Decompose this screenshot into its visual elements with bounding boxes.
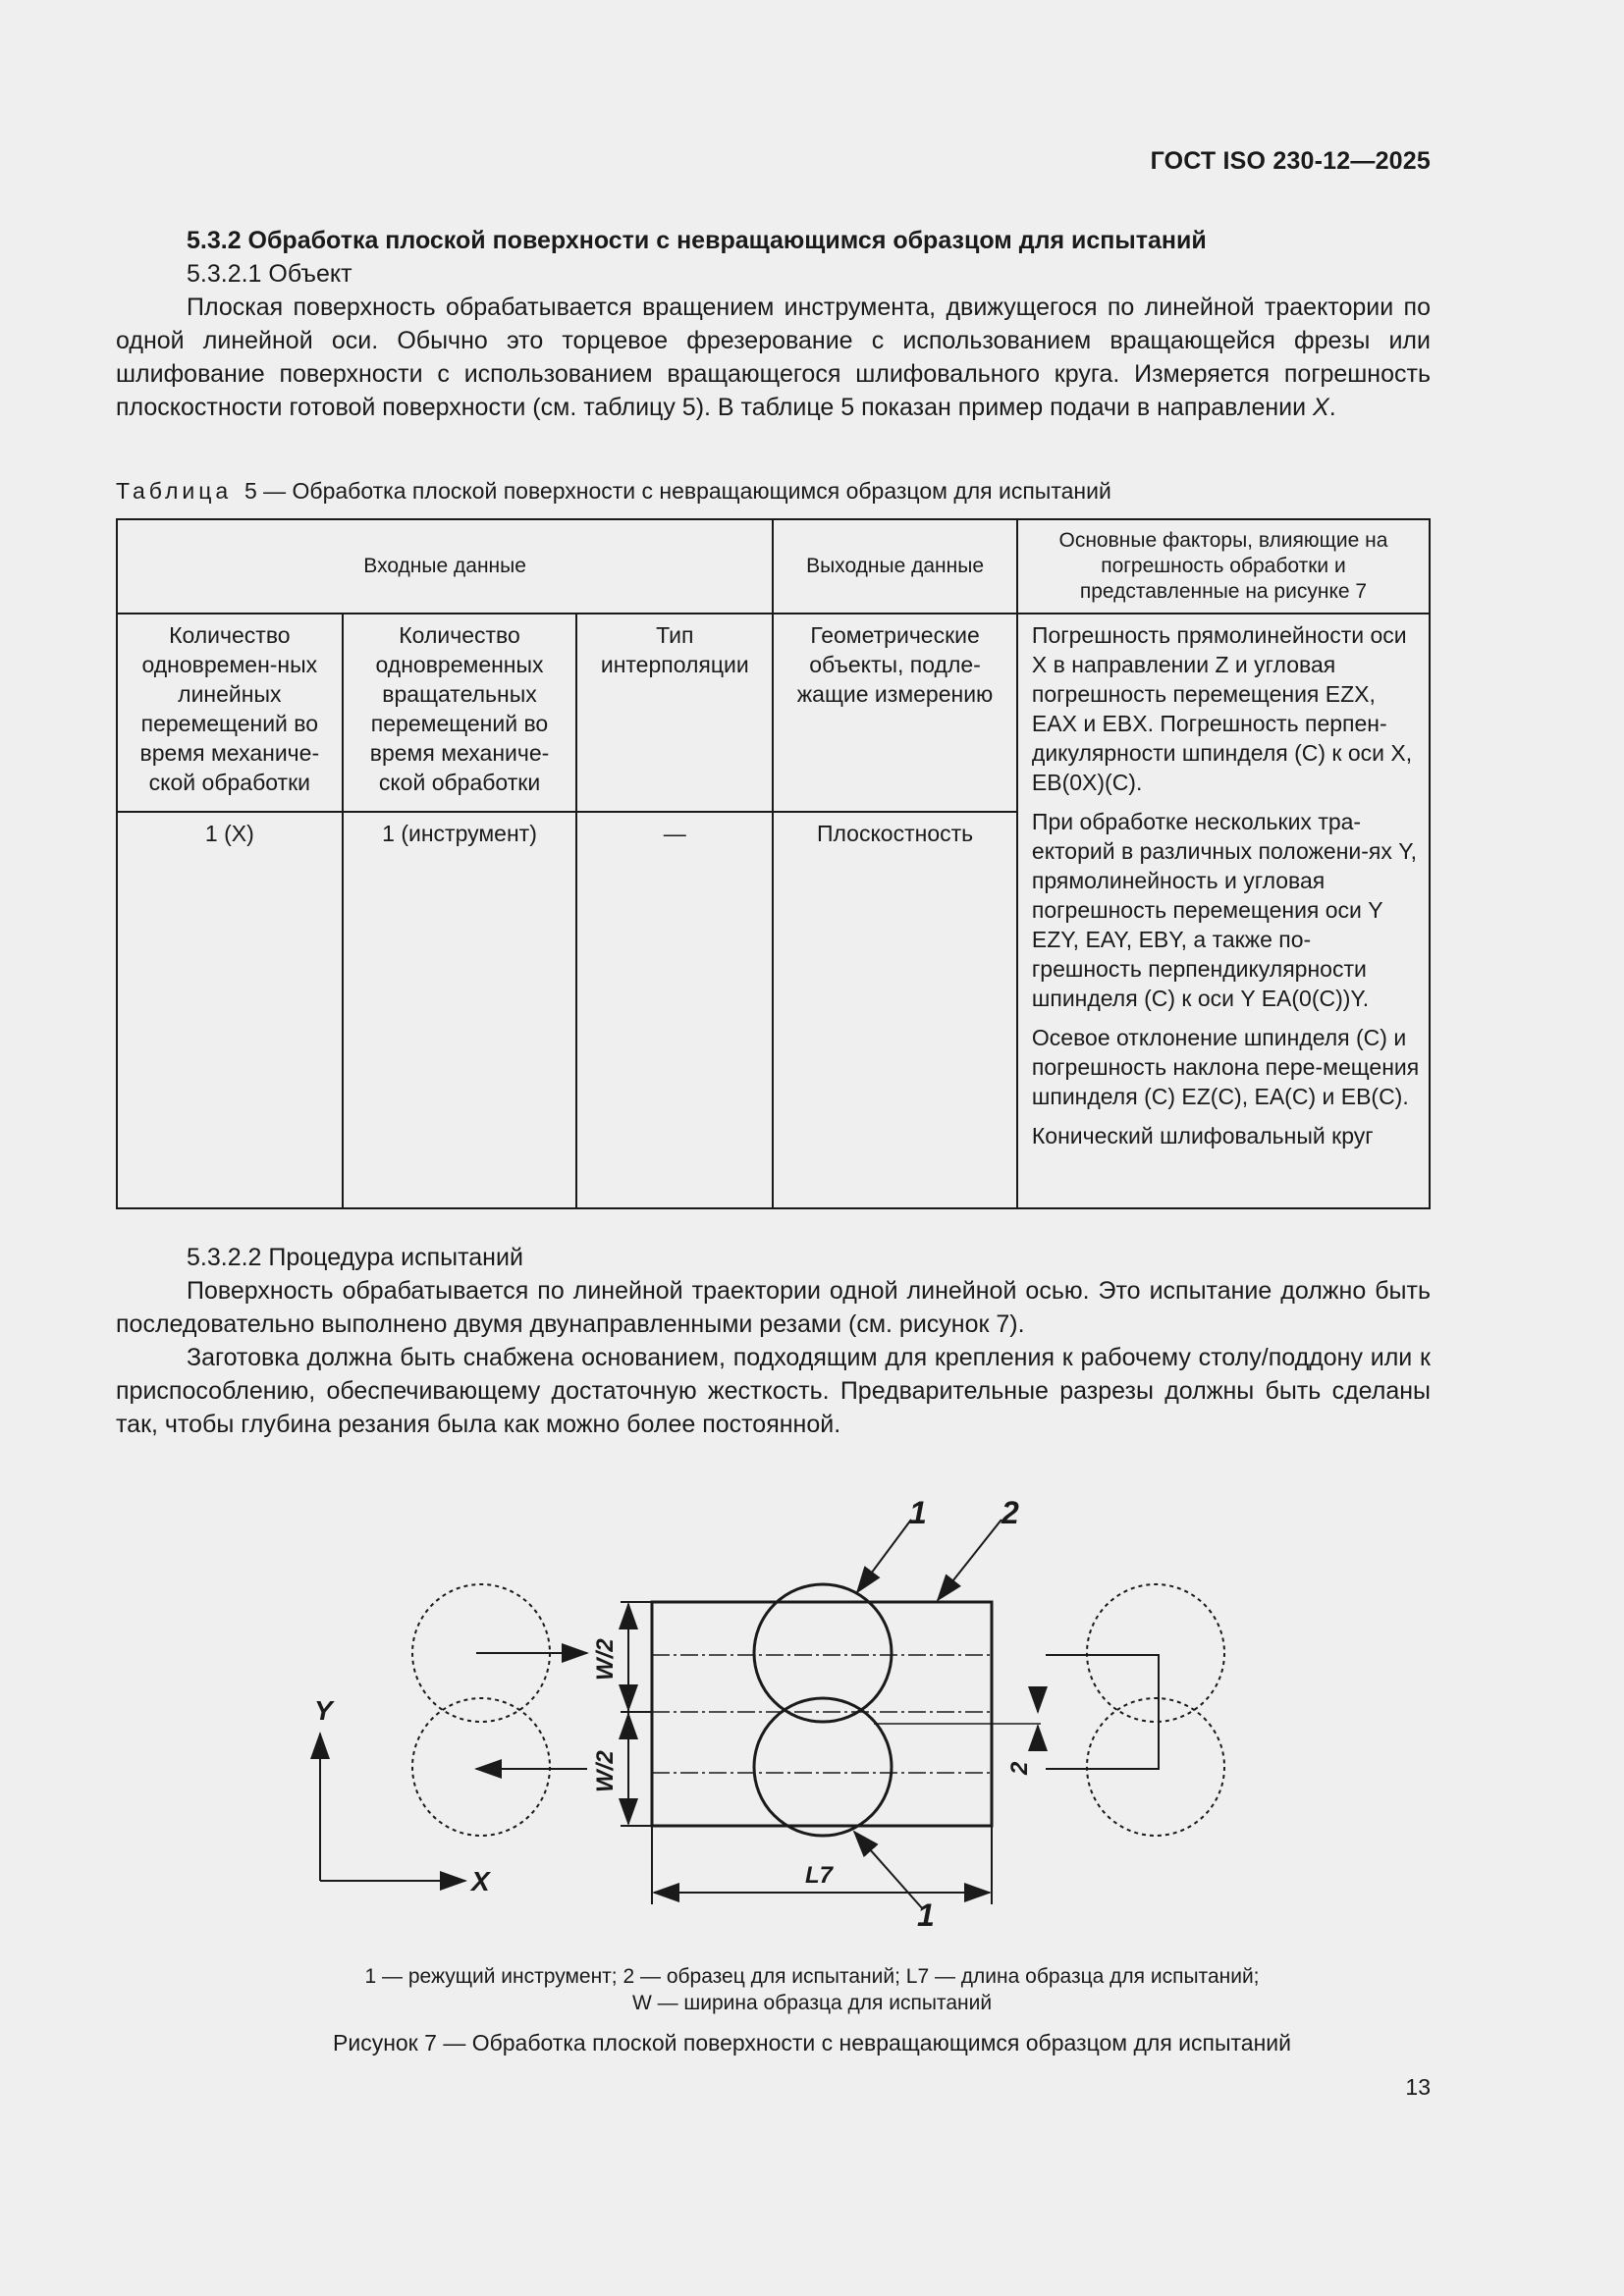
subheader-rotational: Количество одновременных вращательных перемещений во время механиче-ской обработки xyxy=(343,614,577,812)
page-number: 13 xyxy=(1405,2074,1431,2100)
factor-3: Осевое отклонение шпинделя (C) и погрешность наклона пере-мещения шпинделя (C) EZ(C), EA(C) и EB(C). xyxy=(1031,1025,1420,1109)
label-tool-top: 1 xyxy=(909,1495,927,1530)
table-5 xyxy=(116,518,1431,1209)
subheader-geometry: Геометрические объекты, подле-жащие измерению xyxy=(773,614,1017,812)
figure-legend: 1 — режущий инструмент; 2 — образец для испытаний; L7 — длина образца для испытаний; W — ширина образца для испытаний xyxy=(364,1965,1260,2014)
subheader-linear: Количество одновремен-ных линейных перемещений во время механиче-ской обработки xyxy=(117,614,343,812)
tool-path-right-top xyxy=(1087,1584,1224,1722)
subsection-title: 5.3.2.2 Процедура испытаний xyxy=(187,1244,523,1271)
row-interpolation: — xyxy=(576,812,773,1208)
test-piece xyxy=(652,1602,992,1826)
document-code: ГОСТ ISO 230-12—2025 xyxy=(1150,147,1431,175)
row-rotational: 1 (инструмент) xyxy=(343,812,577,1208)
factor-4: Конический шлифовальный круг xyxy=(1031,1123,1374,1148)
header-output: Выходные данные xyxy=(773,519,1017,614)
figure-7 xyxy=(0,1472,1624,1953)
label-test-piece: 2 xyxy=(1001,1495,1019,1530)
factor-2: При обработке нескольких тра-екторий в различных положени-ях Y, прямолинейность и угловая погрешность перемещения оси Y EZY, EAY, EBY, а также по-грешность перпендикулярности шпинделя (C) к оси Y EA(0(C))Y. xyxy=(1031,809,1418,1011)
subheader-interpolation: Тип интерполяции xyxy=(576,614,773,812)
axis-x-label: X xyxy=(471,1866,490,1896)
row-geometry: Плоскостность xyxy=(773,812,1017,1208)
row-linear: 1 (X) xyxy=(117,812,343,1208)
label-tool-bottom: 1 xyxy=(917,1897,935,1933)
label-w2-top: W/2 xyxy=(592,1638,619,1681)
factor-1: Погрешность прямолинейности оси X в направлении Z и угловая погрешность перемещения EZX, EAX и EBX. Погрешность перпен-дикулярности шпинделя (C) к оси X, EB(0X)(C). xyxy=(1031,622,1413,795)
header-factors: Основные факторы, влияющие на погрешность обработки и представленные на рисунке 7 xyxy=(1017,519,1430,614)
table-caption: Таблица 5 — Обработка плоской поверхности с невращающимся образцом для испытаний xyxy=(116,478,1111,504)
tool-path-left-bottom xyxy=(412,1698,550,1836)
label-w2-bottom: W/2 xyxy=(592,1750,619,1792)
axis-y-label: Y xyxy=(314,1695,333,1726)
factors-cell xyxy=(1017,614,1430,1208)
figure-caption: Рисунок 7 — Обработка плоской поверхности с невращающимся образцом для испытаний xyxy=(333,2030,1291,2056)
header-input: Входные данные xyxy=(117,519,773,614)
tool-circle-bottom xyxy=(754,1698,892,1836)
label-l7: L7 xyxy=(805,1862,834,1889)
subsection-title: 5.3.2.1 Объект xyxy=(187,260,352,288)
paragraph: Плоская поверхность обрабатывается вращением инструмента, движущегося по линейной траектории по одной линейной оси. Обычно это торцевое фрезерование с использованием вращающейся фрезы или шлифование поверхности с использованием вращающегося шлифовального круга. Измеряется погрешность плоскостности готовой поверхности (см. таблицу 5). В таблице 5 показан пример подачи в направлении X. xyxy=(116,294,1431,421)
section-title: 5.3.2 Обработка плоской поверхности с невращающимся образцом для испытаний xyxy=(187,227,1207,254)
label-dim-2: 2 xyxy=(1006,1761,1033,1775)
tool-path-right-bottom xyxy=(1087,1698,1224,1836)
paragraph: Поверхность обрабатывается по линейной траектории одной линейной осью. Это испытание должно быть последовательно выполнено двумя двунаправленными резами (см. рисунок 7). Заготовка должна быть снабжена основанием, подходящим для крепления к рабочему столу/поддону или к приспособлению, обеспечивающему достаточную жесткость. Предварительные разрезы должны быть сделаны так, чтобы глубина резания была как можно более постоянной. xyxy=(116,1277,1431,1438)
tool-circle-top xyxy=(754,1584,892,1722)
